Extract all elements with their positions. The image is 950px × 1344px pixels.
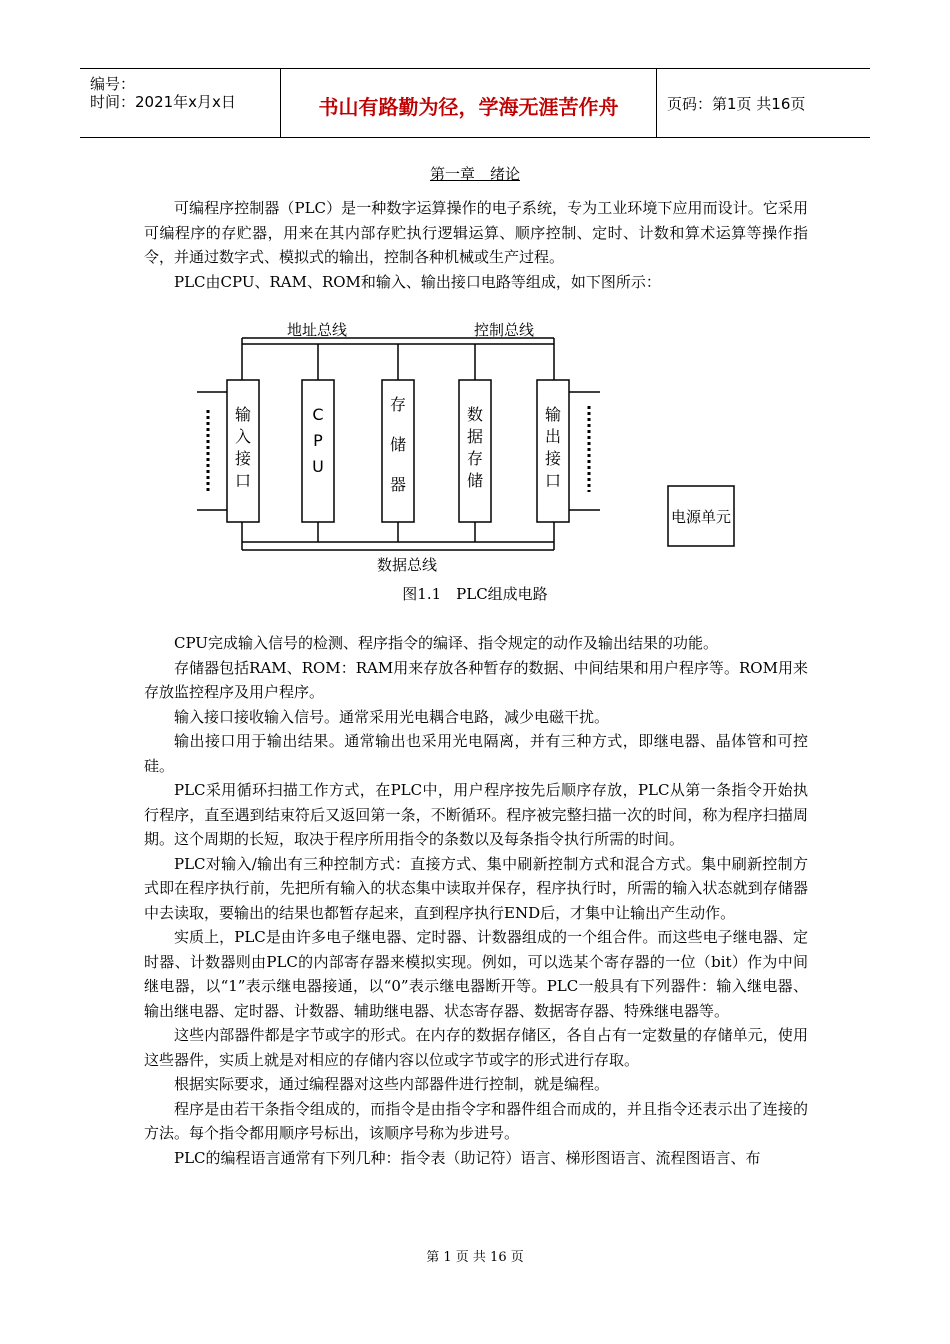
header-meta-cell [80,69,281,137]
paragraph: CPU完成输入信号的检测、程序指令的编译、指令规定的动作及输出结果的功能。 [174,634,718,652]
paragraph: 输入接口接收输入信号。通常采用光电耦合电路，减少电磁干扰。 [174,707,610,726]
block-label-input: 输入接口 [234,405,252,490]
intro-paragraph-1 [144,196,808,270]
page-header [80,68,870,138]
data-bus-label: 数据总线 [377,556,438,574]
figure-caption: 图1.1 PLC组成电路 [402,585,548,603]
paragraph: 输出接口用于输出结果。通常输出也采用光电隔离，并有三种方式，即继电器、晶体管和可控硅。 [144,732,808,775]
cpu-block [302,380,334,522]
time-label: 时间：2021年x月x日 [90,93,236,111]
paragraph: 程序是由若干条指令组成的，而指令是由指令字和器件组合而成的，并且指令还表示出了连接的方法。每个指令都用顺序号标出，该顺序号称为步进号。 [144,1099,808,1142]
chapter-title: 第一章 绪论 [429,165,520,183]
plc-block-diagram [192,314,752,584]
page-info: 页码：第1页 共16页 [667,95,806,113]
power-unit-label: 电源单元 [670,508,732,526]
block-label-data-storage: 数据存储 [466,405,484,490]
header-motto-cell [281,69,657,137]
block-label-memory: 存储器 [389,395,407,494]
chapter-heading [0,163,950,184]
address-bus-label: 地址总线 [287,321,348,339]
paragraph: 实质上，PLC是由许多电子继电器、定时器、计数器组成的一个组合件。而这些电子继电器、定时器、计数器则由PLC的内部寄存器来模拟实现。例如，可以选某个寄存器的一位（bit）作为中间继电器，以“1”表示继电器接通，以“0”表示继电器断开等。PLC一般具有下列器件：输入继电器、输出继电器、定时器、计数器、辅助继电器、状态寄存器、数据寄存器、特殊继电器等。 [144,928,808,1020]
body-text [144,631,808,1170]
paragraph: PLC的编程语言通常有下列几种：指令表（助记符）语言、梯形图语言、流程图语言、布 [174,1148,761,1167]
block-label-cpu: C P U [312,405,324,476]
paragraph-text: 可编程序控制器（PLC）是一种数字运算操作的电子系统，专为工业环境下应用而设计。它采用可编程序的存贮器，用来在其内部存贮执行逻辑运算、顺序控制、定时、计数和算术运算等操作指令，并通过数字式、模拟式的输出，控制各种机械或生产过程。 [144,199,808,266]
number-label: 编号： [90,75,136,93]
paragraph: PLC采用循环扫描工作方式，在PLC中，用户程序按先后顺序存放，PLC从第一条指令开始执行程序，直至遇到结束符后又返回第一条，不断循环。程序被完整扫描一次的时间，称为程序扫描周期。这个周期的长短，取决于程序所用指令的条数以及每条指令执行所需的时间。 [144,781,808,848]
block-label-output: 输出接口 [544,405,562,490]
control-bus-label: 控制总线 [474,321,535,339]
paragraph: 这些内部器件都是字节或字的形式。在内存的数据存储区，各自占有一定数量的存储单元，使用这些器件，实质上就是对相应的存储内容以位或字节或字的形式进行存取。 [144,1026,808,1069]
paragraph: 存储器包括RAM、ROM：RAM用来存放各种暂存的数据、中间结果和用户程序等。ROM用来存放监控程序及用户程序。 [144,658,808,701]
page-footer: 第 1 页 共 16 页 [426,1250,524,1265]
motto-text: 书山有路勤为径，学海无涯苦作舟 [318,95,619,119]
paragraph: 根据实际要求，通过编程器对这些内部器件进行控制，就是编程。 [174,1075,610,1093]
header-page-cell [657,69,870,137]
intro-paragraph-2 [144,270,808,295]
paragraph-text: PLC由CPU、RAM、ROM和输入、输出接口电路等组成，如下图所示： [174,273,661,291]
paragraph: PLC对输入/输出有三种控制方式：直接方式、集中刷新控制方式和混合方式。集中刷新控制方式即在程序执行前，先把所有输入的状态集中读取并保存，程序执行时，所需的输入状态就到存储器中去读取，要输出的结果也都暂存起来，直到程序执行END后，才集中让输出产生动作。 [144,854,808,922]
